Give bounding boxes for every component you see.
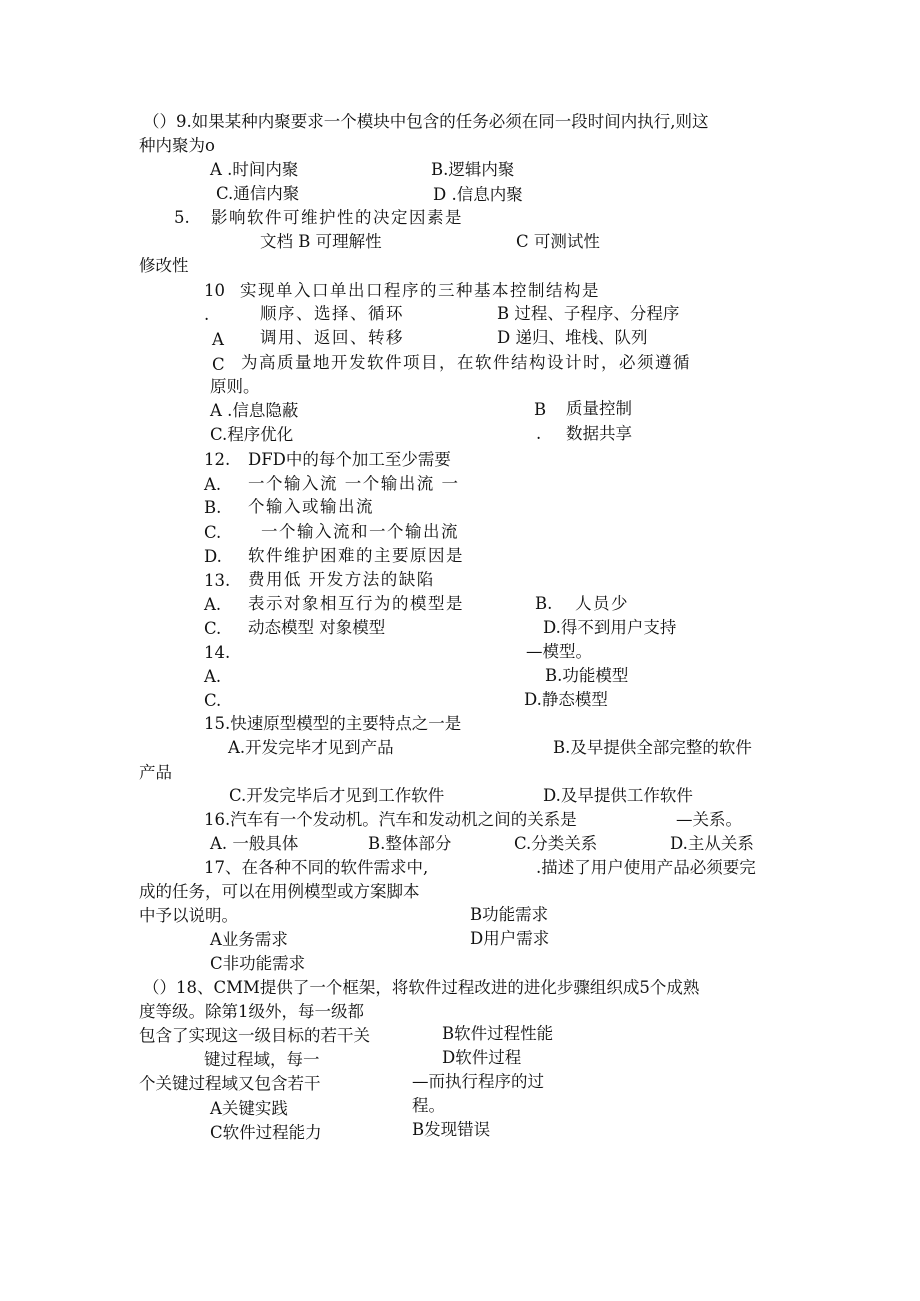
q10-option-a-text: 顺序、选择、循环 (260, 304, 404, 323)
q5-tail: 修改性 (139, 256, 189, 275)
q11-option-d-dot: . (536, 424, 542, 443)
q14-number: 14. (204, 643, 231, 662)
q18-line2: 度等级。除第1级外，每一级都 (139, 1002, 364, 1021)
q11-option-d-text: 数据共享 (566, 424, 632, 443)
q13-option-a: 表示对象相互行为的模型是 (248, 594, 464, 613)
q10-dot: . (204, 305, 210, 324)
q10-option-c-text: 调用、返回、转移 (260, 328, 404, 347)
q19-fragment-2: 程。 (412, 1096, 445, 1115)
q9-option-c: C.通信内聚 (216, 184, 300, 203)
q10-stem: 实现单入口单出口程序的三种基本控制结构是 (240, 281, 600, 300)
q15-option-b: B.及早提供全部完整的软件 (553, 738, 752, 757)
q18-line1: （）18、CMM提供了一个框架，将软件过程改进的进化步骤组织成5个成熟 (143, 978, 700, 997)
q12-option-d: 软件维护困难的主要原因是 (248, 546, 464, 565)
q12-option-c: 一个输入流和一个输出流 (261, 522, 459, 541)
q16-option-d: D.主从关系 (670, 834, 754, 853)
q17-option-b: B功能需求 (470, 905, 549, 924)
q10-letter-a: A (212, 330, 224, 349)
q18-line5: 个关键过程域又包含若干 (139, 1074, 321, 1093)
q5-number: 5. (174, 208, 190, 227)
q10-number: 10 (204, 281, 225, 300)
q13-letter-a: A. (204, 595, 222, 614)
q17-stem-2: .描述了用户使用产品必须要完 (536, 858, 756, 877)
q14-option-d: D.静态模型 (524, 690, 608, 709)
q14-blank: —模型。 (526, 642, 592, 661)
q13-letter-c: C. (204, 619, 222, 638)
q11-stem-tail: 原则。 (210, 377, 260, 396)
q11-option-b-text: 质量控制 (566, 399, 632, 418)
q17-line3: 中予以说明。 (139, 906, 238, 925)
q15-option-a: A.开发完毕才见到产品 (228, 738, 394, 757)
q16-blank: —关系。 (676, 810, 742, 829)
q9-option-b: B.逻辑内聚 (431, 160, 515, 179)
q19-fragment-1: —而执行程序的过 (412, 1072, 544, 1091)
q12-letter-a: A. (204, 475, 222, 494)
q18-option-b: B软件过程性能 (442, 1024, 554, 1043)
q5-option-c: C 可测试性 (516, 232, 600, 251)
q16-option-b: B.整体部分 (368, 834, 452, 853)
q12-option-a: 一个输入流 一个输出流 一 (248, 474, 460, 493)
q5-stem: 影响软件可维护性的决定因素是 (211, 208, 463, 227)
q18-line3: 包含了实现这一级目标的若干关 (139, 1026, 370, 1045)
q11-letter-b: B (534, 400, 547, 419)
q17-line2: 成的任务，可以在用例模型或方案脚本 (139, 882, 420, 901)
q13-number: 13. (204, 571, 231, 590)
q15-option-b-tail: 产品 (139, 763, 172, 782)
q15-stem: 15.快速原型模型的主要特点之一是 (204, 714, 462, 733)
q12-letter-b: B. (204, 498, 222, 517)
q14-letter-c: C. (204, 691, 222, 710)
q9-line1: （）9.如果某种内聚要求一个模块中包含的任务必须在同一段时间内执行,则这 (143, 112, 709, 131)
q14-option-b: B.功能模型 (545, 666, 629, 685)
q13-letter-b: B. (535, 594, 553, 613)
q15-option-d: D.及早提供工作软件 (543, 786, 693, 805)
q16-stem: 16.汽车有一个发动机。汽车和发动机之间的关系是 (204, 810, 577, 829)
q14-letter-a: A. (204, 667, 222, 686)
q11-option-c: C.程序优化 (210, 425, 294, 444)
q16-option-c: C.分类关系 (514, 834, 598, 853)
q18-option-a: A关键实践 (210, 1099, 288, 1118)
q11-stem: 为高质量地开发软件项目，在软件结构设计时，必须遵循 (241, 353, 691, 372)
q19-option-b: B发现错误 (412, 1120, 491, 1139)
q17-option-c: C非功能需求 (210, 954, 306, 973)
q12-number: 12. (204, 450, 231, 469)
q12-option-b: 个输入或输出流 (248, 497, 374, 516)
q10-letter-c: C (212, 355, 225, 374)
q17-option-d: D用户需求 (470, 929, 550, 948)
q12-letter-c: C. (204, 523, 222, 542)
q18-option-d: D软件过程 (442, 1048, 522, 1067)
q16-option-a: A. 一般具体 (210, 834, 299, 853)
q17-option-a: A业务需求 (210, 930, 288, 949)
q17-stem: 17、在各种不同的软件需求中, (204, 858, 429, 877)
q13-option-c: 动态模型 对象模型 (248, 618, 386, 637)
q13-text: 费用低 开发方法的缺陷 (248, 570, 435, 589)
q15-option-c: C.开发完毕后才见到工作软件 (229, 786, 445, 805)
q5-options: 文档 B 可理解性 (260, 232, 382, 251)
q9-option-a: A .时间内聚 (210, 160, 299, 179)
q12-stem: DFD中的每个加工至少需要 (248, 450, 451, 469)
q9-option-d: D .信息内聚 (433, 185, 523, 204)
q12-letter-d: D. (204, 547, 222, 566)
q18-option-c: C软件过程能力 (210, 1123, 322, 1142)
q13-option-b: 人员少 (575, 594, 629, 613)
q13-option-d: D.得不到用户支持 (543, 618, 677, 637)
q18-line4: 键过程域，每一 (204, 1050, 320, 1069)
q9-line2: 种内聚为o (139, 136, 215, 155)
q10-option-b: B 过程、子程序、分程序 (497, 304, 680, 323)
q10-option-d: D 递归、堆栈、队列 (497, 328, 648, 347)
q11-option-a: A .信息隐蔽 (210, 401, 299, 420)
